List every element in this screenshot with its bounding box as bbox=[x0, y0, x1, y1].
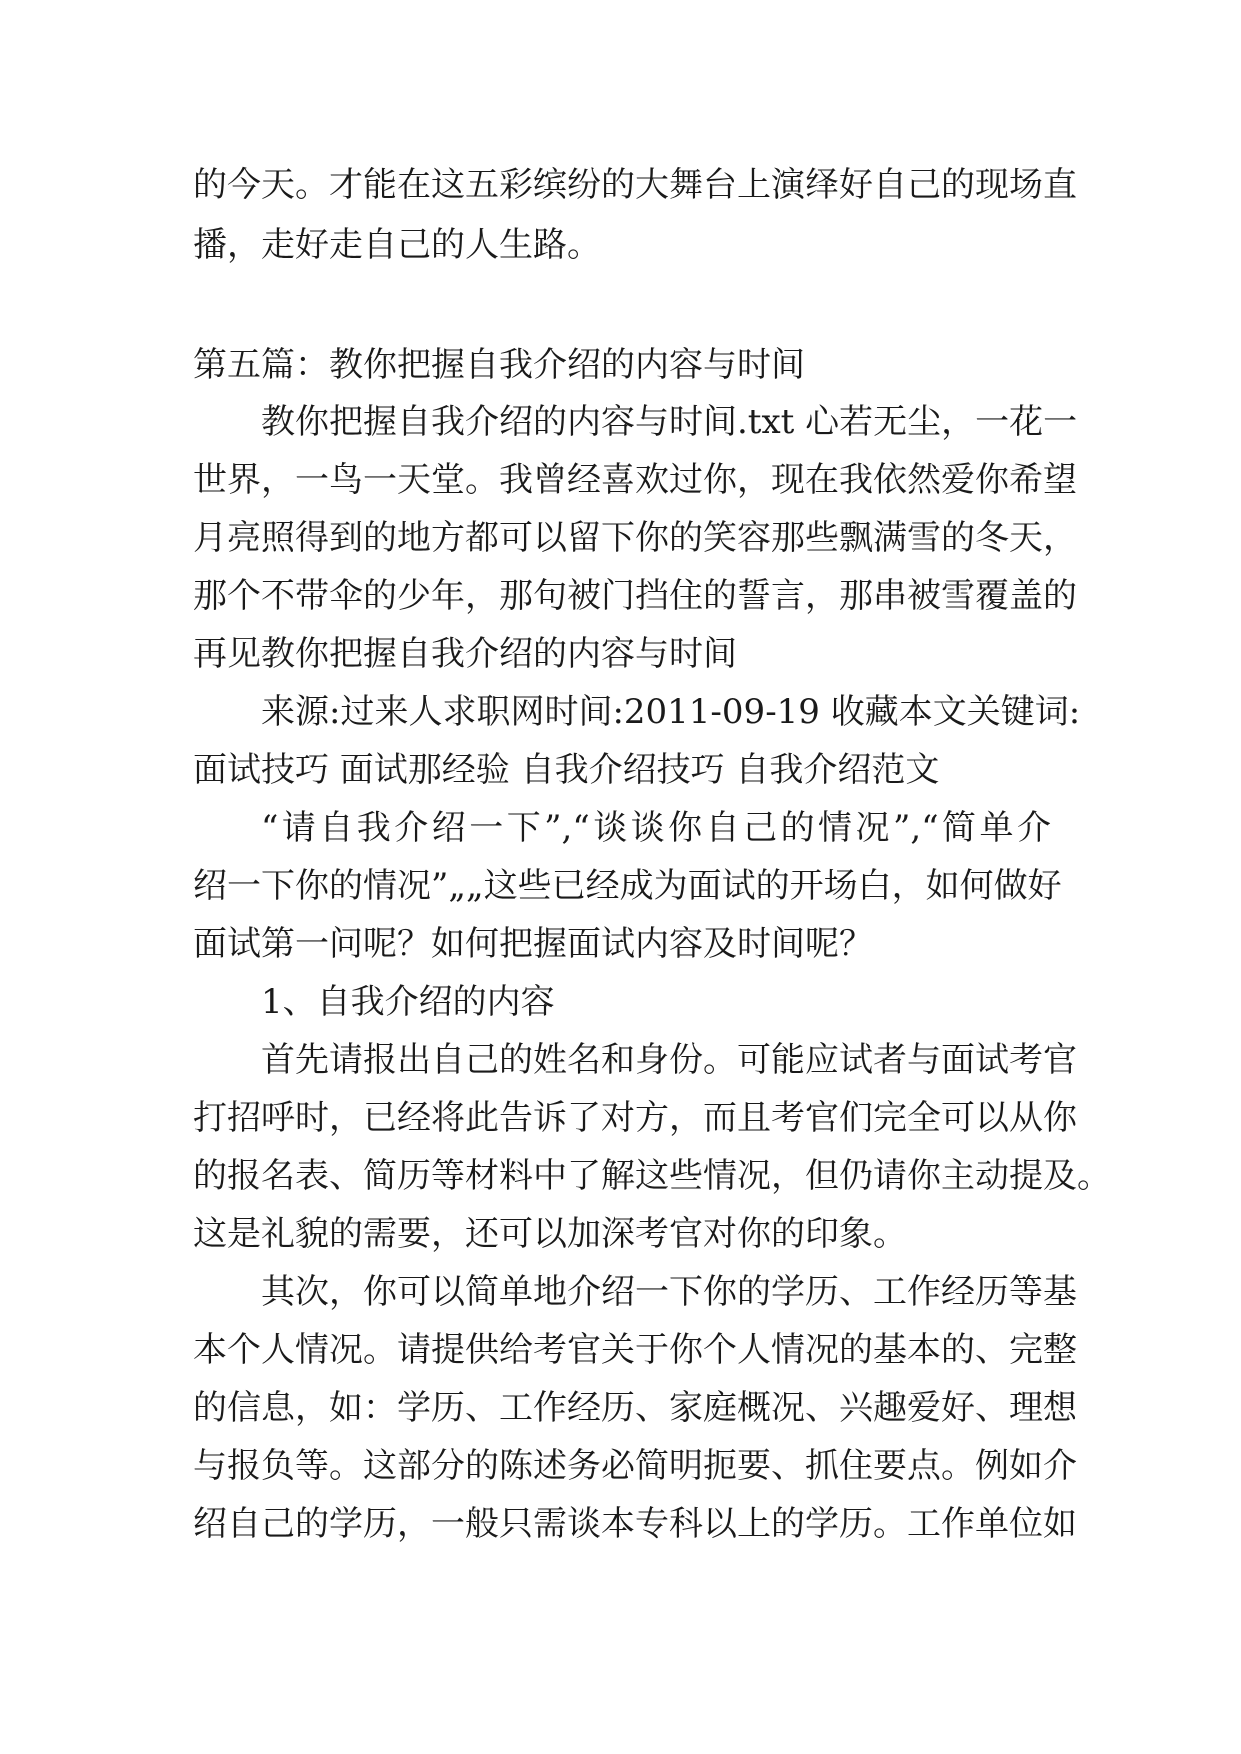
text-line: 教你把握自我介绍的内容与时间.txt 心若无尘，一花一 bbox=[261, 402, 1078, 442]
text-line: 与报负等。这部分的陈述务必简明扼要、抓住要点。例如介 bbox=[193, 1446, 1077, 1486]
text-line: 绍自己的学历，一般只需谈本专科以上的学历。工作单位如 bbox=[193, 1504, 1077, 1544]
section-heading: 第五篇：教你把握自我介绍的内容与时间 bbox=[193, 345, 805, 385]
subsection-heading: 1、自我介绍的内容 bbox=[261, 982, 555, 1022]
keywords-line: 面试技巧 面试那经验 自我介绍技巧 自我介绍范文 bbox=[193, 750, 940, 790]
text-line: 首先请报出自己的姓名和身份。可能应试者与面试考官 bbox=[261, 1040, 1077, 1080]
text-line: 的报名表、简历等材料中了解这些情况，但仍请你主动提及。 bbox=[193, 1156, 1111, 1196]
text-line: 的信息，如：学历、工作经历、家庭概况、兴趣爱好、理想 bbox=[193, 1388, 1077, 1428]
text-line: 的今天。才能在这五彩缤纷的大舞台上演绎好自己的现场直 bbox=[193, 165, 1077, 205]
text-line: 打招呼时，已经将此告诉了对方，而且考官们完全可以从你 bbox=[193, 1098, 1077, 1138]
text-line: 那个不带伞的少年，那句被门挡住的誓言，那串被雪覆盖的 bbox=[193, 576, 1077, 616]
text-line: 世界，一鸟一天堂。我曾经喜欢过你，现在我依然爱你希望 bbox=[193, 460, 1077, 500]
text-line: 这是礼貌的需要，还可以加深考官对你的印象。 bbox=[193, 1214, 907, 1254]
text-line: 再见教你把握自我介绍的内容与时间 bbox=[193, 634, 737, 674]
text-line: 面试第一问呢？如何把握面试内容及时间呢？ bbox=[193, 924, 873, 964]
text-line: 绍一下你的情况”„„这些已经成为面试的开场白，如何做好 bbox=[193, 866, 1062, 906]
text-line: 播，走好走自己的人生路。 bbox=[193, 225, 601, 265]
text-line: 本个人情况。请提供给考官关于你个人情况的基本的、完整 bbox=[193, 1330, 1077, 1370]
text-line: “请自我介绍一下”,“谈谈你自己的情况”,“简单介 bbox=[261, 808, 1051, 848]
text-line: 月亮照得到的地方都可以留下你的笑容那些飘满雪的冬天， bbox=[193, 518, 1077, 558]
text-line: 其次，你可以简单地介绍一下你的学历、工作经历等基 bbox=[261, 1272, 1077, 1312]
source-line: 来源:过来人求职网时间:2011-09-19 收藏本文关键词: bbox=[261, 692, 1081, 732]
